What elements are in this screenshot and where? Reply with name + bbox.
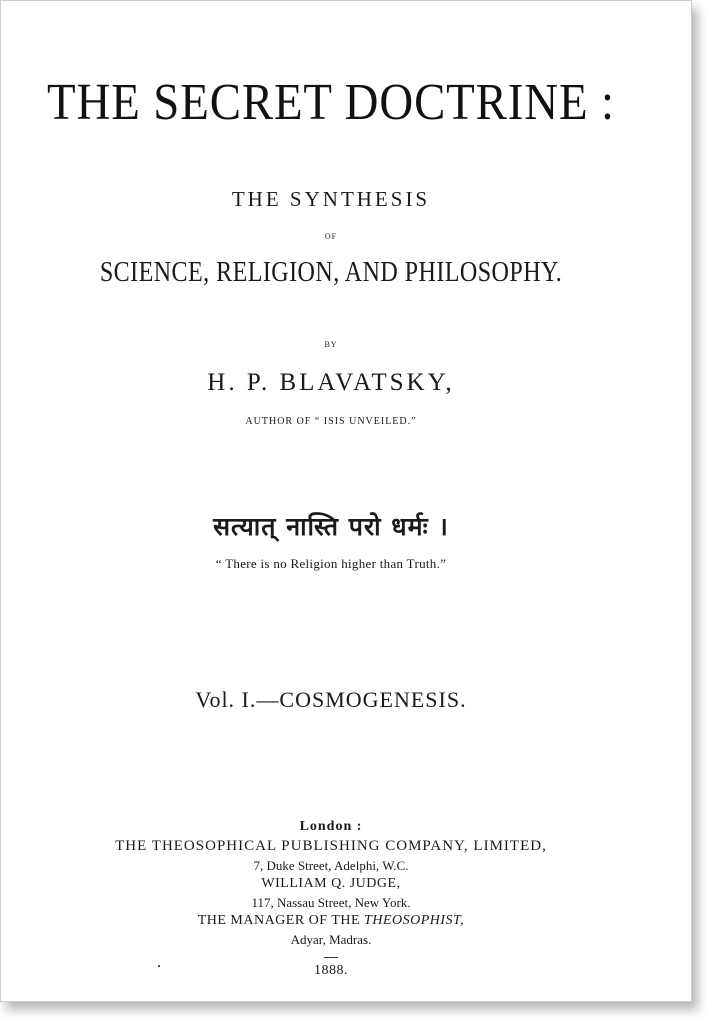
subjects: SCIENCE, RELIGION, AND PHILOSOPHY. [99,257,563,288]
agent-new-york: WILLIAM Q. JUDGE, [261,876,401,891]
sanskrit-motto: सत्यात् नास्ति परो धर्मः । [213,512,449,541]
by-label: BY [324,340,338,349]
journal-name: THEOSOPHIST, [364,913,465,928]
print-speck [158,965,160,967]
publisher-address: 7, Duke Street, Adelphi, W.C. [253,858,409,873]
imprint-city: London : [299,819,363,834]
of-connector: OF [324,232,338,241]
agent-new-york-address: 117, Nassau Street, New York. [251,895,411,910]
volume-title: —COSMOGENESIS. [256,687,467,712]
subtitle: THE SYNTHESIS [231,187,431,211]
author-credit: AUTHOR OF “ ISIS UNVEILED.” [245,416,417,427]
imprint-publisher: THE THEOSOPHICAL PUBLISHING COMPANY, LIMITED, [115,838,547,854]
volume-heading [1,687,661,713]
motto-translation: “ There is no Religion higher than Truth.” [215,556,447,571]
author-name: H. P. BLAVATSKY, [207,369,455,396]
book-title: THE SECRET DOCTRINE : [47,74,615,131]
agent-madras-address: Adyar, Madras. [290,932,372,947]
agent-madras-prefix: THE MANAGER OF THE [197,913,361,928]
year-rule [324,957,338,958]
volume-prefix: Vol. I. [195,687,257,712]
agent-madras [1,913,661,929]
publication-year: 1888. [314,963,348,978]
